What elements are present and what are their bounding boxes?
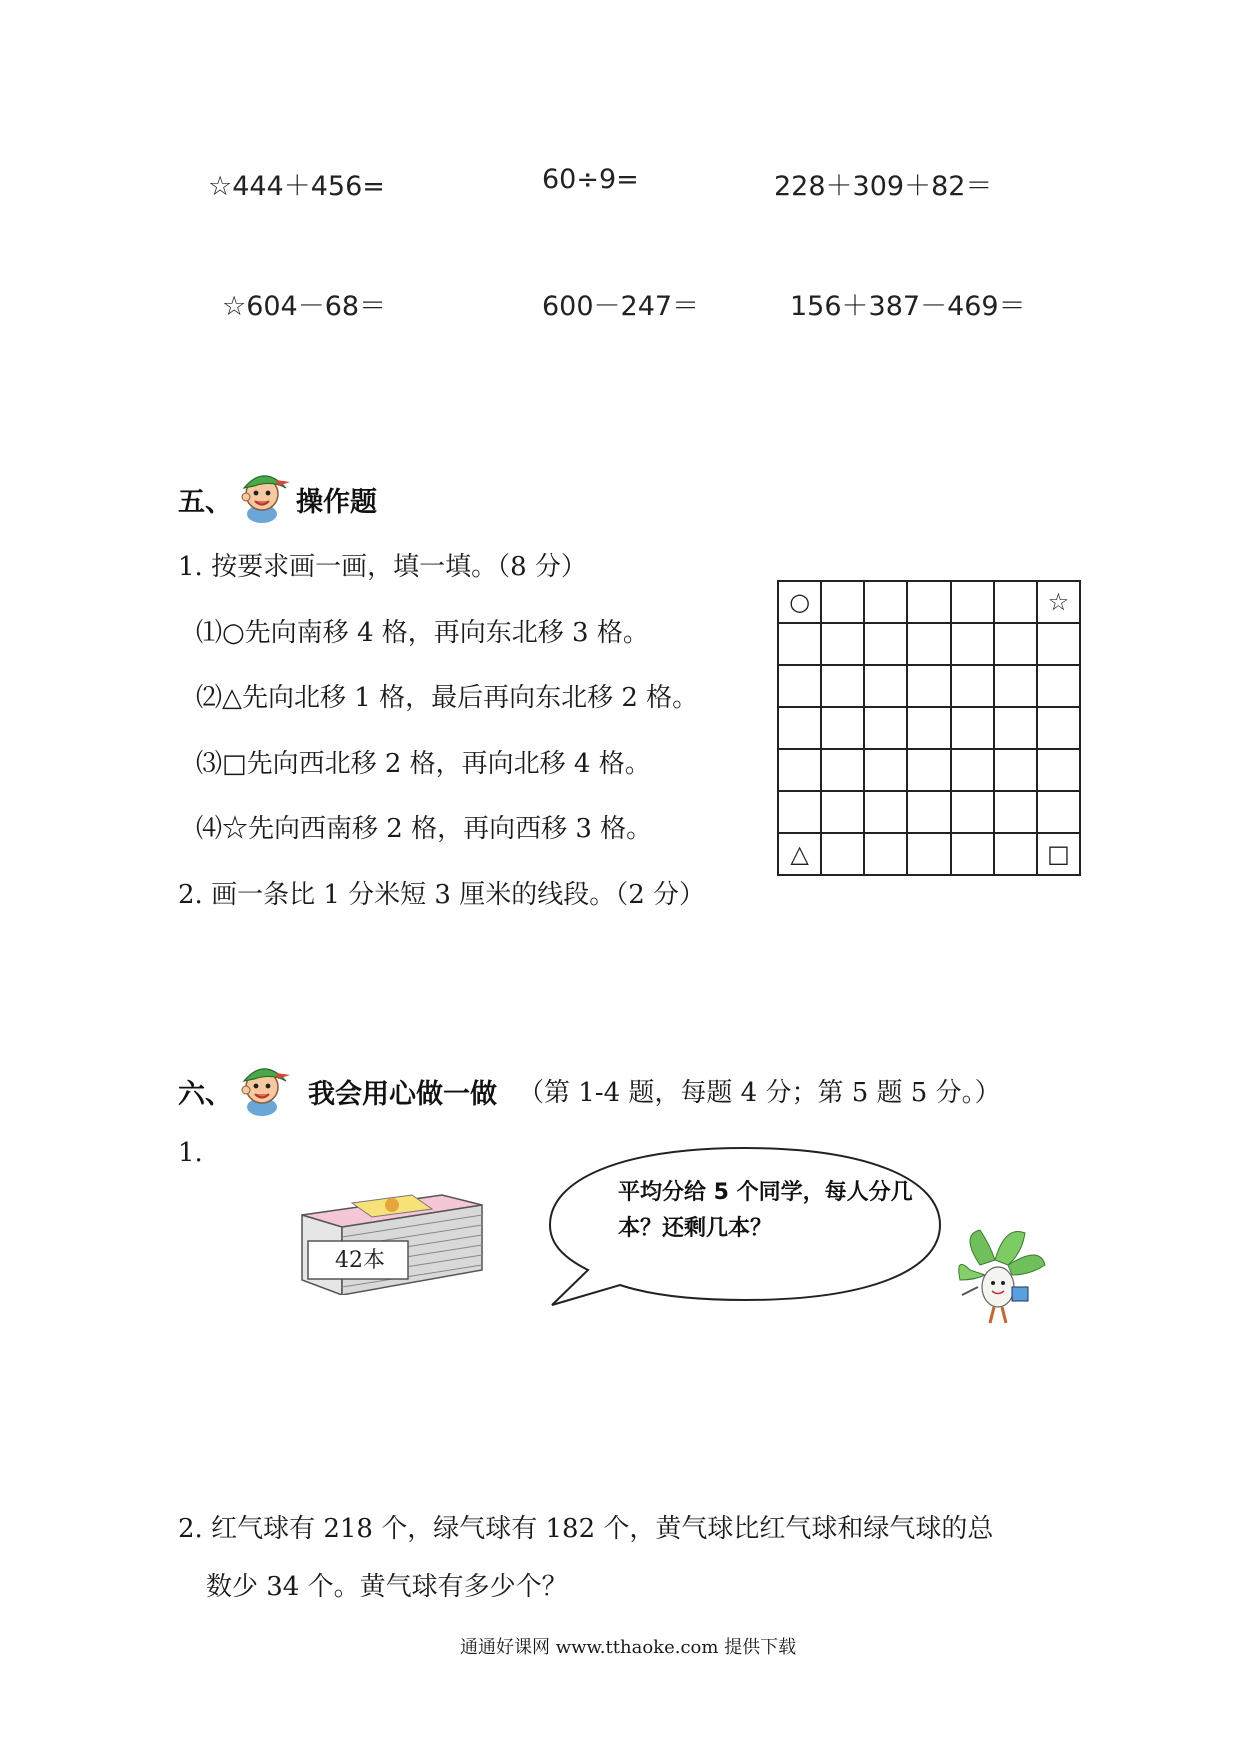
grid-cell [821, 791, 864, 833]
section6-question-2-line-1: 2. 红气球有 218 个，绿气球有 182 个，黄气球比红气球和绿气球的总 [178, 1514, 994, 1544]
grid-cell [907, 707, 950, 749]
section6-question-2-line-2: 数少 34 个。黄气球有多少个？ [206, 1572, 568, 1602]
grid-cell [864, 791, 907, 833]
grid-cell [821, 581, 864, 623]
grid-cell-square: □ [1037, 833, 1080, 875]
books-count-label: 42本 [335, 1248, 385, 1273]
section5-item-3: ⑶□先向西北移 2 格，再向北移 4 格。 [196, 749, 651, 779]
cartoon-boy-mascot-icon [232, 1055, 292, 1117]
grid-cell [994, 749, 1037, 791]
grid-cell [994, 623, 1037, 665]
calc-4: ☆604－68＝ [222, 291, 387, 322]
grid-cell [821, 833, 864, 875]
grid-cell [821, 749, 864, 791]
grid-cell [1037, 749, 1080, 791]
speech-bubble-text: 平均分给 5 个同学，每人分几本？还剩几本？ [618, 1180, 913, 1241]
grid-cell [951, 581, 994, 623]
grid-cell [821, 623, 864, 665]
section5-question-1: 1. 按要求画一画，填一填。（8 分） [178, 552, 587, 582]
grid-cell [951, 833, 994, 875]
section5-item-2: ⑵△先向北移 1 格，最后再向东北移 2 格。 [196, 683, 699, 713]
grid-cell [907, 749, 950, 791]
grid-cell-circle: ○ [778, 581, 821, 623]
grid-cell [994, 581, 1037, 623]
section5-question-2: 2. 画一条比 1 分米短 3 厘米的线段。（2 分） [178, 880, 706, 910]
grid-cell [864, 665, 907, 707]
grid-cell [778, 707, 821, 749]
grid-cell [907, 791, 950, 833]
grid-cell [1037, 707, 1080, 749]
grid-cell-triangle: △ [778, 833, 821, 875]
grid-cell [821, 707, 864, 749]
calc-1: ☆444＋456= [208, 171, 385, 202]
grid-cell [994, 707, 1037, 749]
grid-cell [778, 791, 821, 833]
grid-cell [864, 623, 907, 665]
grid-cell [778, 749, 821, 791]
section6-title: 我会用心做一做 [308, 1079, 497, 1110]
grid-cell [951, 623, 994, 665]
grid-cell [907, 665, 950, 707]
direction-grid [777, 580, 1081, 876]
grid-cell [1037, 791, 1080, 833]
grid-cell [951, 665, 994, 707]
grid-cell [821, 665, 864, 707]
grid-cell [994, 665, 1037, 707]
grid-cell [1037, 665, 1080, 707]
grid-cell [864, 581, 907, 623]
page-footer: 通通好课网 www.tthaoke.com 提供下载 [460, 1637, 797, 1658]
calc-5: 600－247＝ [542, 291, 700, 322]
grid-cell [907, 581, 950, 623]
grid-cell [951, 791, 994, 833]
calc-6: 156＋387－469＝ [790, 291, 1026, 322]
grid-cell [951, 707, 994, 749]
grid-cell [778, 623, 821, 665]
grid-cell [864, 833, 907, 875]
section5-item-4: ⑷☆先向西南移 2 格，再向西移 3 格。 [196, 814, 653, 844]
section6-number: 六、 [178, 1079, 232, 1110]
grid-cell [864, 749, 907, 791]
grid-cell-star: ☆ [1037, 581, 1080, 623]
grid-cell [907, 833, 950, 875]
section5-item-1: ⑴○先向南移 4 格，再向东北移 3 格。 [196, 618, 649, 648]
cartoon-boy-mascot-icon [232, 462, 292, 524]
grid-cell [778, 665, 821, 707]
calc-3: 228＋309＋82＝ [774, 171, 993, 202]
section5-title: 操作题 [296, 487, 377, 518]
section5-number: 五、 [178, 487, 232, 518]
grid-cell [951, 749, 994, 791]
calc-2: 60÷9= [542, 164, 639, 195]
grid-cell [907, 623, 950, 665]
cartoon-radish-icon [950, 1225, 1050, 1335]
grid-cell [994, 833, 1037, 875]
grid-cell [864, 707, 907, 749]
section6-question-1-number: 1. [178, 1138, 203, 1168]
section6-note: （第 1-4 题，每题 4 分；第 5 题 5 分。） [518, 1078, 1001, 1108]
grid-cell [1037, 623, 1080, 665]
grid-cell [994, 791, 1037, 833]
